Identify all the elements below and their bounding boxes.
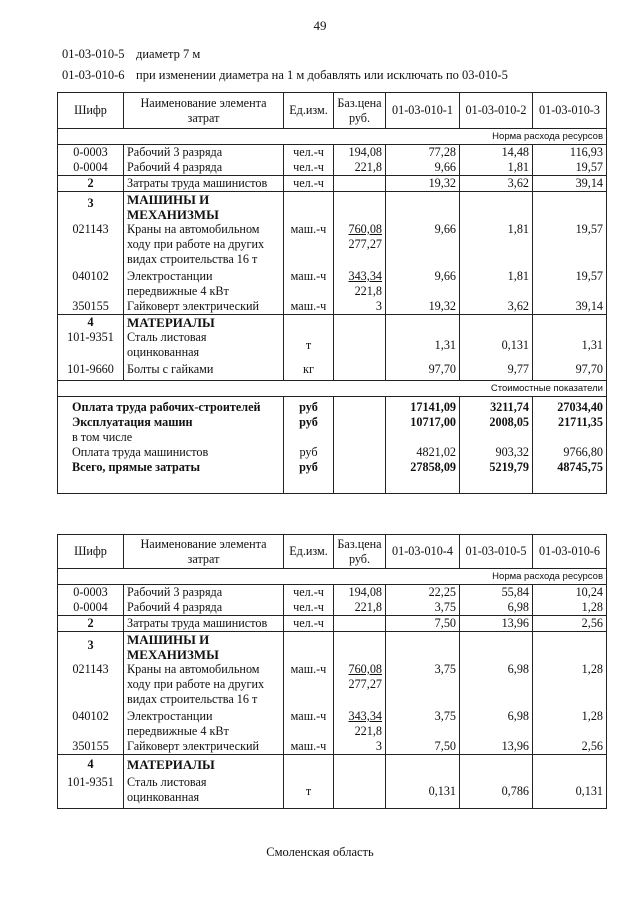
cell-name: Затраты труда машинистов bbox=[124, 616, 284, 632]
cell-unit: маш.-ч bbox=[284, 267, 334, 299]
resource-table-2 bbox=[57, 534, 607, 809]
cell-code: 101-9351 bbox=[58, 775, 124, 809]
cell-value: 10717,00 bbox=[386, 415, 460, 430]
cell-value: 19,32 bbox=[386, 299, 460, 315]
cell-name: Краны на автомобильном ходу при работе на других видах строительства 16 т bbox=[124, 662, 284, 707]
table-row bbox=[58, 360, 607, 380]
cell-value: 1,28 bbox=[533, 707, 607, 739]
cell-code: 101-9351 bbox=[58, 330, 124, 360]
cell-value: 97,70 bbox=[386, 360, 460, 380]
cell-code: 040102 bbox=[58, 707, 124, 739]
cell-unit: маш.-ч bbox=[284, 707, 334, 739]
cell-value: 1,28 bbox=[533, 662, 607, 707]
price-value: 760,08 bbox=[348, 662, 382, 676]
cell-value: 5219,79 bbox=[460, 460, 533, 494]
cell-value: 6,98 bbox=[460, 707, 533, 739]
table-row bbox=[58, 176, 607, 192]
intro-line bbox=[62, 65, 508, 86]
price-value: 343,34 bbox=[348, 709, 382, 723]
summary-row bbox=[58, 445, 607, 460]
cell-name: Рабочий 4 разряда bbox=[124, 160, 284, 176]
col-header-name: Наименование элемента затрат bbox=[124, 535, 284, 569]
cell-value: 21711,35 bbox=[533, 415, 607, 430]
cell-code: 0-0003 bbox=[58, 145, 124, 161]
cell-value: 1,81 bbox=[460, 267, 533, 299]
cell-price bbox=[334, 360, 386, 380]
cell-value: 2,56 bbox=[533, 616, 607, 632]
cell-value: 27034,40 bbox=[533, 396, 607, 415]
cell-code: 350155 bbox=[58, 739, 124, 755]
price-value-2: 221,8 bbox=[354, 284, 382, 298]
cell-unit: кг bbox=[284, 360, 334, 380]
cell-code: 0-0003 bbox=[58, 585, 124, 601]
cell-value: 19,57 bbox=[533, 222, 607, 267]
cell-name: Гайковерт электрический bbox=[124, 299, 284, 315]
col-header-c1: 01-03-010-1 bbox=[386, 93, 460, 129]
table-row bbox=[58, 616, 607, 632]
cell-value: 7,50 bbox=[386, 616, 460, 632]
cell-unit: чел.-ч bbox=[284, 600, 334, 616]
cell-value: 48745,75 bbox=[533, 460, 607, 494]
cell-value: 77,28 bbox=[386, 145, 460, 161]
cell-value: 6,98 bbox=[460, 600, 533, 616]
summary-row bbox=[58, 415, 607, 430]
cell-unit: чел.-ч bbox=[284, 145, 334, 161]
table-row bbox=[58, 222, 607, 267]
cell-unit: маш.-ч bbox=[284, 739, 334, 755]
col-header-c2: 01-03-010-5 bbox=[460, 535, 533, 569]
summary-row bbox=[58, 396, 607, 415]
summary-label: Оплата труда машинистов bbox=[58, 445, 284, 460]
section-label: Норма расхода ресурсов bbox=[58, 569, 607, 585]
cell-price bbox=[334, 775, 386, 809]
cell-value: 19,57 bbox=[533, 160, 607, 176]
table-row bbox=[58, 739, 607, 755]
cell-price: 194,08 bbox=[334, 145, 386, 161]
cell-code: 2 bbox=[58, 176, 124, 192]
cell-value: 2,56 bbox=[533, 739, 607, 755]
cell-price bbox=[334, 330, 386, 360]
price-value-2: 277,27 bbox=[348, 237, 382, 251]
page-number: 49 bbox=[313, 18, 327, 33]
cell-value: 903,32 bbox=[460, 445, 533, 460]
col-header-price: Баз.цена руб. bbox=[334, 535, 386, 569]
cell-code: 3 bbox=[58, 632, 124, 663]
cell-value: 9766,80 bbox=[533, 445, 607, 460]
cell-value: 39,14 bbox=[533, 299, 607, 315]
cell-value: 27858,09 bbox=[386, 460, 460, 494]
summary-label: Оплата труда рабочих-строителей bbox=[58, 396, 284, 415]
cell-value: 3,75 bbox=[386, 600, 460, 616]
cell-value: 17141,09 bbox=[386, 396, 460, 415]
cell-price bbox=[334, 707, 386, 739]
cell-value: 1,81 bbox=[460, 222, 533, 267]
section-label-row bbox=[58, 569, 607, 585]
cell-value: 6,98 bbox=[460, 662, 533, 707]
cell-name: Сталь листовая оцинкованная bbox=[124, 330, 284, 360]
cell-name: Рабочий 3 разряда bbox=[124, 585, 284, 601]
cell-value: 9,66 bbox=[386, 222, 460, 267]
cell-name: Сталь листовая оцинкованная bbox=[124, 775, 284, 809]
table-row bbox=[58, 145, 607, 161]
table-row bbox=[58, 192, 607, 223]
cell-value: 1,81 bbox=[460, 160, 533, 176]
cell-price: 221,8 bbox=[334, 600, 386, 616]
cell-price: 221,8 bbox=[334, 160, 386, 176]
cell-value: 9,66 bbox=[386, 160, 460, 176]
intro-line bbox=[62, 44, 508, 65]
cell-name: Затраты труда машинистов bbox=[124, 176, 284, 192]
summary-row bbox=[58, 460, 607, 494]
cell-unit: чел.-ч bbox=[284, 176, 334, 192]
cell-code: 021143 bbox=[58, 662, 124, 707]
cell-name: МАТЕРИАЛЫ bbox=[124, 315, 284, 331]
cell-name: Гайковерт электрический bbox=[124, 739, 284, 755]
table-row bbox=[58, 600, 607, 616]
intro-text: при изменении диаметра на 1 м добавлять или исключать по 03-010-5 bbox=[136, 68, 508, 82]
col-header-c3: 01-03-010-3 bbox=[533, 93, 607, 129]
cell-price bbox=[334, 176, 386, 192]
cell-value: 0,131 bbox=[386, 775, 460, 809]
table-row bbox=[58, 707, 607, 739]
cell-code: 0-0004 bbox=[58, 600, 124, 616]
cell-value: 97,70 bbox=[533, 360, 607, 380]
cell-value: 3,75 bbox=[386, 707, 460, 739]
cell-price bbox=[334, 616, 386, 632]
table-row bbox=[58, 330, 607, 360]
summary-label: в том числе bbox=[58, 430, 284, 445]
cell-value: 0,786 bbox=[460, 775, 533, 809]
cell-code: 3 bbox=[58, 192, 124, 223]
cell-price: 3 bbox=[334, 299, 386, 315]
cell-price bbox=[334, 222, 386, 267]
table-row bbox=[58, 315, 607, 331]
price-value-2: 221,8 bbox=[354, 724, 382, 738]
table-row bbox=[58, 160, 607, 176]
cell-name: МАШИНЫ И МЕХАНИЗМЫ bbox=[124, 192, 284, 223]
summary-label: Эксплуатация машин bbox=[58, 415, 284, 430]
col-header-unit: Ед.изм. bbox=[284, 93, 334, 129]
cell-name: Электростанции передвижные 4 кВт bbox=[124, 267, 284, 299]
col-header-code: Шифр bbox=[58, 93, 124, 129]
cell-unit: руб bbox=[284, 445, 334, 460]
cell-unit: маш.-ч bbox=[284, 222, 334, 267]
section-label: Стоимостные показатели bbox=[58, 380, 607, 396]
cell-code: 4 bbox=[58, 315, 124, 331]
cell-value: 1,28 bbox=[533, 600, 607, 616]
table-row bbox=[58, 267, 607, 299]
cell-value: 3,75 bbox=[386, 662, 460, 707]
cell-value: 4821,02 bbox=[386, 445, 460, 460]
cell-unit: руб bbox=[284, 396, 334, 415]
cell-name: МАТЕРИАЛЫ bbox=[124, 755, 284, 775]
cell-value: 10,24 bbox=[533, 585, 607, 601]
section-label-row bbox=[58, 380, 607, 396]
col-header-c1: 01-03-010-4 bbox=[386, 535, 460, 569]
cell-unit: т bbox=[284, 330, 334, 360]
cell-name: Рабочий 3 разряда bbox=[124, 145, 284, 161]
cell-name: МАШИНЫ И МЕХАНИЗМЫ bbox=[124, 632, 284, 663]
intro-code: 01-03-010-5 bbox=[62, 47, 125, 61]
cell-unit: маш.-ч bbox=[284, 662, 334, 707]
cell-unit: руб bbox=[284, 460, 334, 494]
col-header-name: Наименование элемента затрат bbox=[124, 93, 284, 129]
cell-value: 0,131 bbox=[533, 775, 607, 809]
table-row bbox=[58, 632, 607, 663]
section-label-row bbox=[58, 129, 607, 145]
cell-price bbox=[334, 267, 386, 299]
table-row bbox=[58, 755, 607, 775]
price-value: 760,08 bbox=[348, 222, 382, 236]
col-header-price: Баз.цена руб. bbox=[334, 93, 386, 129]
intro-lines bbox=[62, 44, 508, 86]
cell-value: 1,31 bbox=[386, 330, 460, 360]
table-row bbox=[58, 775, 607, 809]
cell-value: 3,62 bbox=[460, 299, 533, 315]
col-header-unit: Ед.изм. bbox=[284, 535, 334, 569]
table-row bbox=[58, 585, 607, 601]
cell-value: 19,57 bbox=[533, 267, 607, 299]
cell-value: 1,31 bbox=[533, 330, 607, 360]
cell-value: 7,50 bbox=[386, 739, 460, 755]
col-header-c2: 01-03-010-2 bbox=[460, 93, 533, 129]
table-row bbox=[58, 662, 607, 707]
table-row bbox=[58, 299, 607, 315]
cell-name: Краны на автомобильном ходу при работе на других видах строительства 16 т bbox=[124, 222, 284, 267]
col-header-c3: 01-03-010-6 bbox=[533, 535, 607, 569]
cell-value: 19,32 bbox=[386, 176, 460, 192]
cell-code: 040102 bbox=[58, 267, 124, 299]
cell-unit: чел.-ч bbox=[284, 585, 334, 601]
cell-value: 2008,05 bbox=[460, 415, 533, 430]
cell-value: 9,77 bbox=[460, 360, 533, 380]
cell-unit: руб bbox=[284, 415, 334, 430]
cell-code: 0-0004 bbox=[58, 160, 124, 176]
cell-unit: маш.-ч bbox=[284, 299, 334, 315]
table-header-row bbox=[58, 535, 607, 569]
cell-code: 021143 bbox=[58, 222, 124, 267]
summary-row bbox=[58, 430, 607, 445]
cell-value: 39,14 bbox=[533, 176, 607, 192]
cell-name: Электростанции передвижные 4 кВт bbox=[124, 707, 284, 739]
cell-value: 3,62 bbox=[460, 176, 533, 192]
cell-code: 350155 bbox=[58, 299, 124, 315]
price-value-2: 277,27 bbox=[348, 677, 382, 691]
cell-name: Болты с гайками bbox=[124, 360, 284, 380]
cell-value: 13,96 bbox=[460, 739, 533, 755]
table-header-row bbox=[58, 93, 607, 129]
cell-unit: чел.-ч bbox=[284, 160, 334, 176]
cell-value: 14,48 bbox=[460, 145, 533, 161]
cell-code: 4 bbox=[58, 755, 124, 775]
cell-value: 3211,74 bbox=[460, 396, 533, 415]
cell-unit: чел.-ч bbox=[284, 616, 334, 632]
cell-unit: т bbox=[284, 775, 334, 809]
cell-code: 2 bbox=[58, 616, 124, 632]
cell-value: 9,66 bbox=[386, 267, 460, 299]
cell-price: 3 bbox=[334, 739, 386, 755]
resource-table-1 bbox=[57, 92, 607, 494]
footer-region: Смоленская область bbox=[266, 845, 374, 859]
intro-code: 01-03-010-6 bbox=[62, 68, 125, 82]
cell-value: 116,93 bbox=[533, 145, 607, 161]
cell-value: 0,131 bbox=[460, 330, 533, 360]
cell-code: 101-9660 bbox=[58, 360, 124, 380]
cell-name: Рабочий 4 разряда bbox=[124, 600, 284, 616]
section-label: Норма расхода ресурсов bbox=[58, 129, 607, 145]
col-header-code: Шифр bbox=[58, 535, 124, 569]
cell-value: 13,96 bbox=[460, 616, 533, 632]
intro-text: диаметр 7 м bbox=[136, 47, 201, 61]
price-value: 343,34 bbox=[348, 269, 382, 283]
cell-value: 55,84 bbox=[460, 585, 533, 601]
cell-price: 194,08 bbox=[334, 585, 386, 601]
cell-price bbox=[334, 662, 386, 707]
cell-value: 22,25 bbox=[386, 585, 460, 601]
summary-label: Всего, прямые затраты bbox=[58, 460, 284, 494]
